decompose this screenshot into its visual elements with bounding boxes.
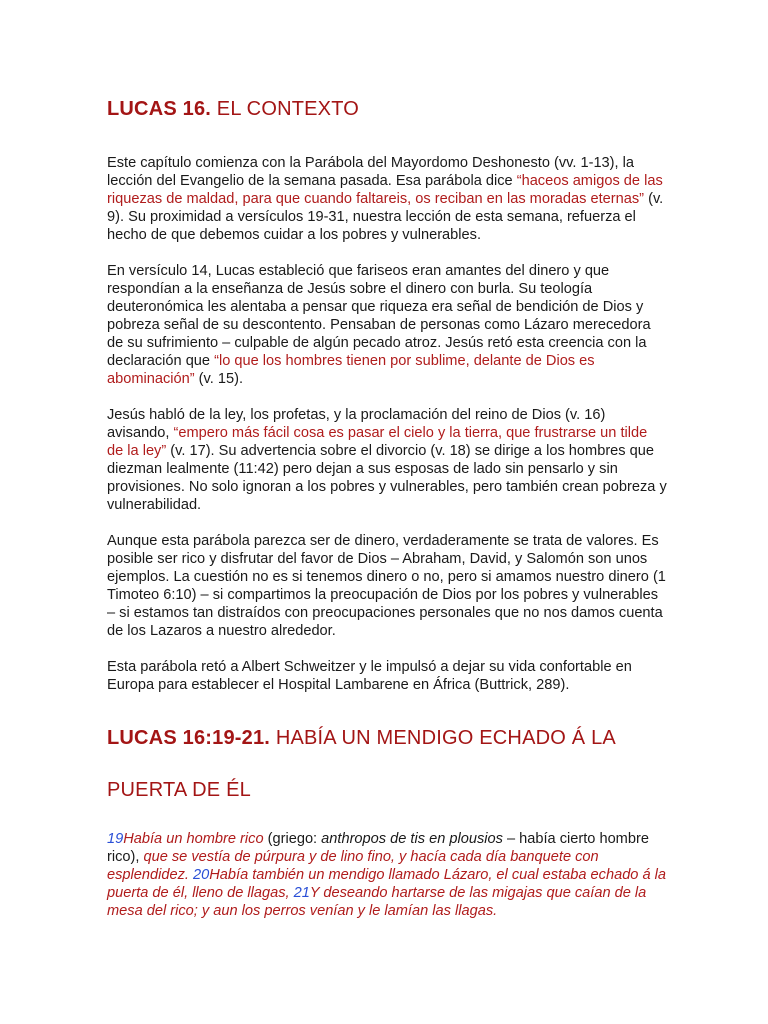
verse-text: Había también un mendigo llamado Lázaro, el cual estaba echado á la puerta de él, lleno de llagas, <box>107 867 667 901</box>
paragraph-5: Esta parábola retó a Albert Schweitzer y le impulsó a dejar su vida confortable en Europa para establecer el Hospital Lambarene en África (Buttrick, 289). <box>107 659 632 693</box>
document-body <box>107 96 667 938</box>
paragraph-3 <box>107 406 667 514</box>
paragraph-1 <box>107 154 667 244</box>
paragraph-text: Jesús habló de la ley, los profetas, y la proclamación del reino de Dios (v. 16) avisando, <box>107 407 606 441</box>
scripture-quote: “empero más fácil cosa es pasar el cielo y la tierra, que frustrarse un tilde de la ley” <box>107 425 648 459</box>
verse-text: que se vestía de púrpura y de lino fino, y hacía cada día banquete con esplendidez. <box>107 849 599 883</box>
greek-note: (griego: <box>263 831 322 847</box>
greek-term: anthropos de tis en plousios <box>321 831 503 847</box>
verse-text: Había un hombre rico <box>123 831 264 847</box>
scripture-passage <box>107 830 667 920</box>
section-heading-context <box>107 96 667 122</box>
verse-text: Y deseando hartarse de las migajas que caían de la mesa del rico; y aun los perros venían y le lamían las llagas. <box>107 885 647 919</box>
heading-reference: LUCAS 16. <box>107 98 212 120</box>
greek-note: – había cierto hombre rico), <box>107 831 649 865</box>
paragraph-text: Este capítulo comienza con la Parábola del Mayordomo Deshonesto (vv. 1-13), la lección del Evangelio de la semana pasada. Esa parábola dice <box>107 155 634 189</box>
scripture-quote: “lo que los hombres tienen por sublime, delante de Dios es abominación” <box>107 353 595 387</box>
scripture-quote: “haceos amigos de las riquezas de maldad, para que cuando faltareis, os reciban en las moradas eternas” <box>107 173 663 207</box>
paragraph-text: En versículo 14, Lucas estableció que fariseos eran amantes del dinero y que respondían a la enseñanza de Jesús sobre el dinero con burla. Su teología deuteronómica les alentaba a pensar que riqueza era señal de bendición de Dios y pobreza señal de su descontento. Pensaban de personas como Lázaro merecedora de su sufrimiento – culpable de algún pecado atroz. Jesús retó esta creencia con la declaración que <box>107 263 651 369</box>
heading-reference: LUCAS 16:19-21. <box>107 727 271 749</box>
paragraph-text: (v. 9). Su proximidad a versículos 19-31, nuestra lección de esta semana, refuerza el hecho de que debemos cuidar a los pobres y vulnerables. <box>107 191 664 243</box>
verse-number: 20 <box>193 867 210 883</box>
heading-title: HABÍA UN MENDIGO ECHADO Á LA PUERTA DE ÉL <box>107 727 615 801</box>
paragraph-4: Aunque esta parábola parezca ser de dinero, verdaderamente se trata de valores. Es posible ser rico y disfrutar del favor de Dios – Abraham, David, y Salomón son unos ejemplos. La cuestión no es si tenemos dinero o no, pero si amamos nuestro dinero (1 Timoteo 6:10) – si compartimos la preocupación de Dios por los pobres y vulnerables – si estamos tan distraídos con preocupaciones personales que no nos damos cuenta de los Lazaros a nuestro alrededor. <box>107 533 666 639</box>
verse-number: 21 <box>293 885 310 901</box>
paragraph-2 <box>107 262 667 388</box>
heading-title: EL CONTEXTO <box>211 98 360 120</box>
section-heading-passage <box>107 712 667 816</box>
verse-number: 19 <box>107 831 124 847</box>
paragraph-text: (v. 15). <box>194 371 244 387</box>
paragraph-text: (v. 17). Su advertencia sobre el divorcio (v. 18) se dirige a los hombres que diezman lealmente (11:42) pero dejan a sus esposas de lado sin pensarlo y sin provisiones. No solo ignoran a los pobres y vulnerables, pero también crean pobreza y vulnerabilidad. <box>107 443 667 513</box>
